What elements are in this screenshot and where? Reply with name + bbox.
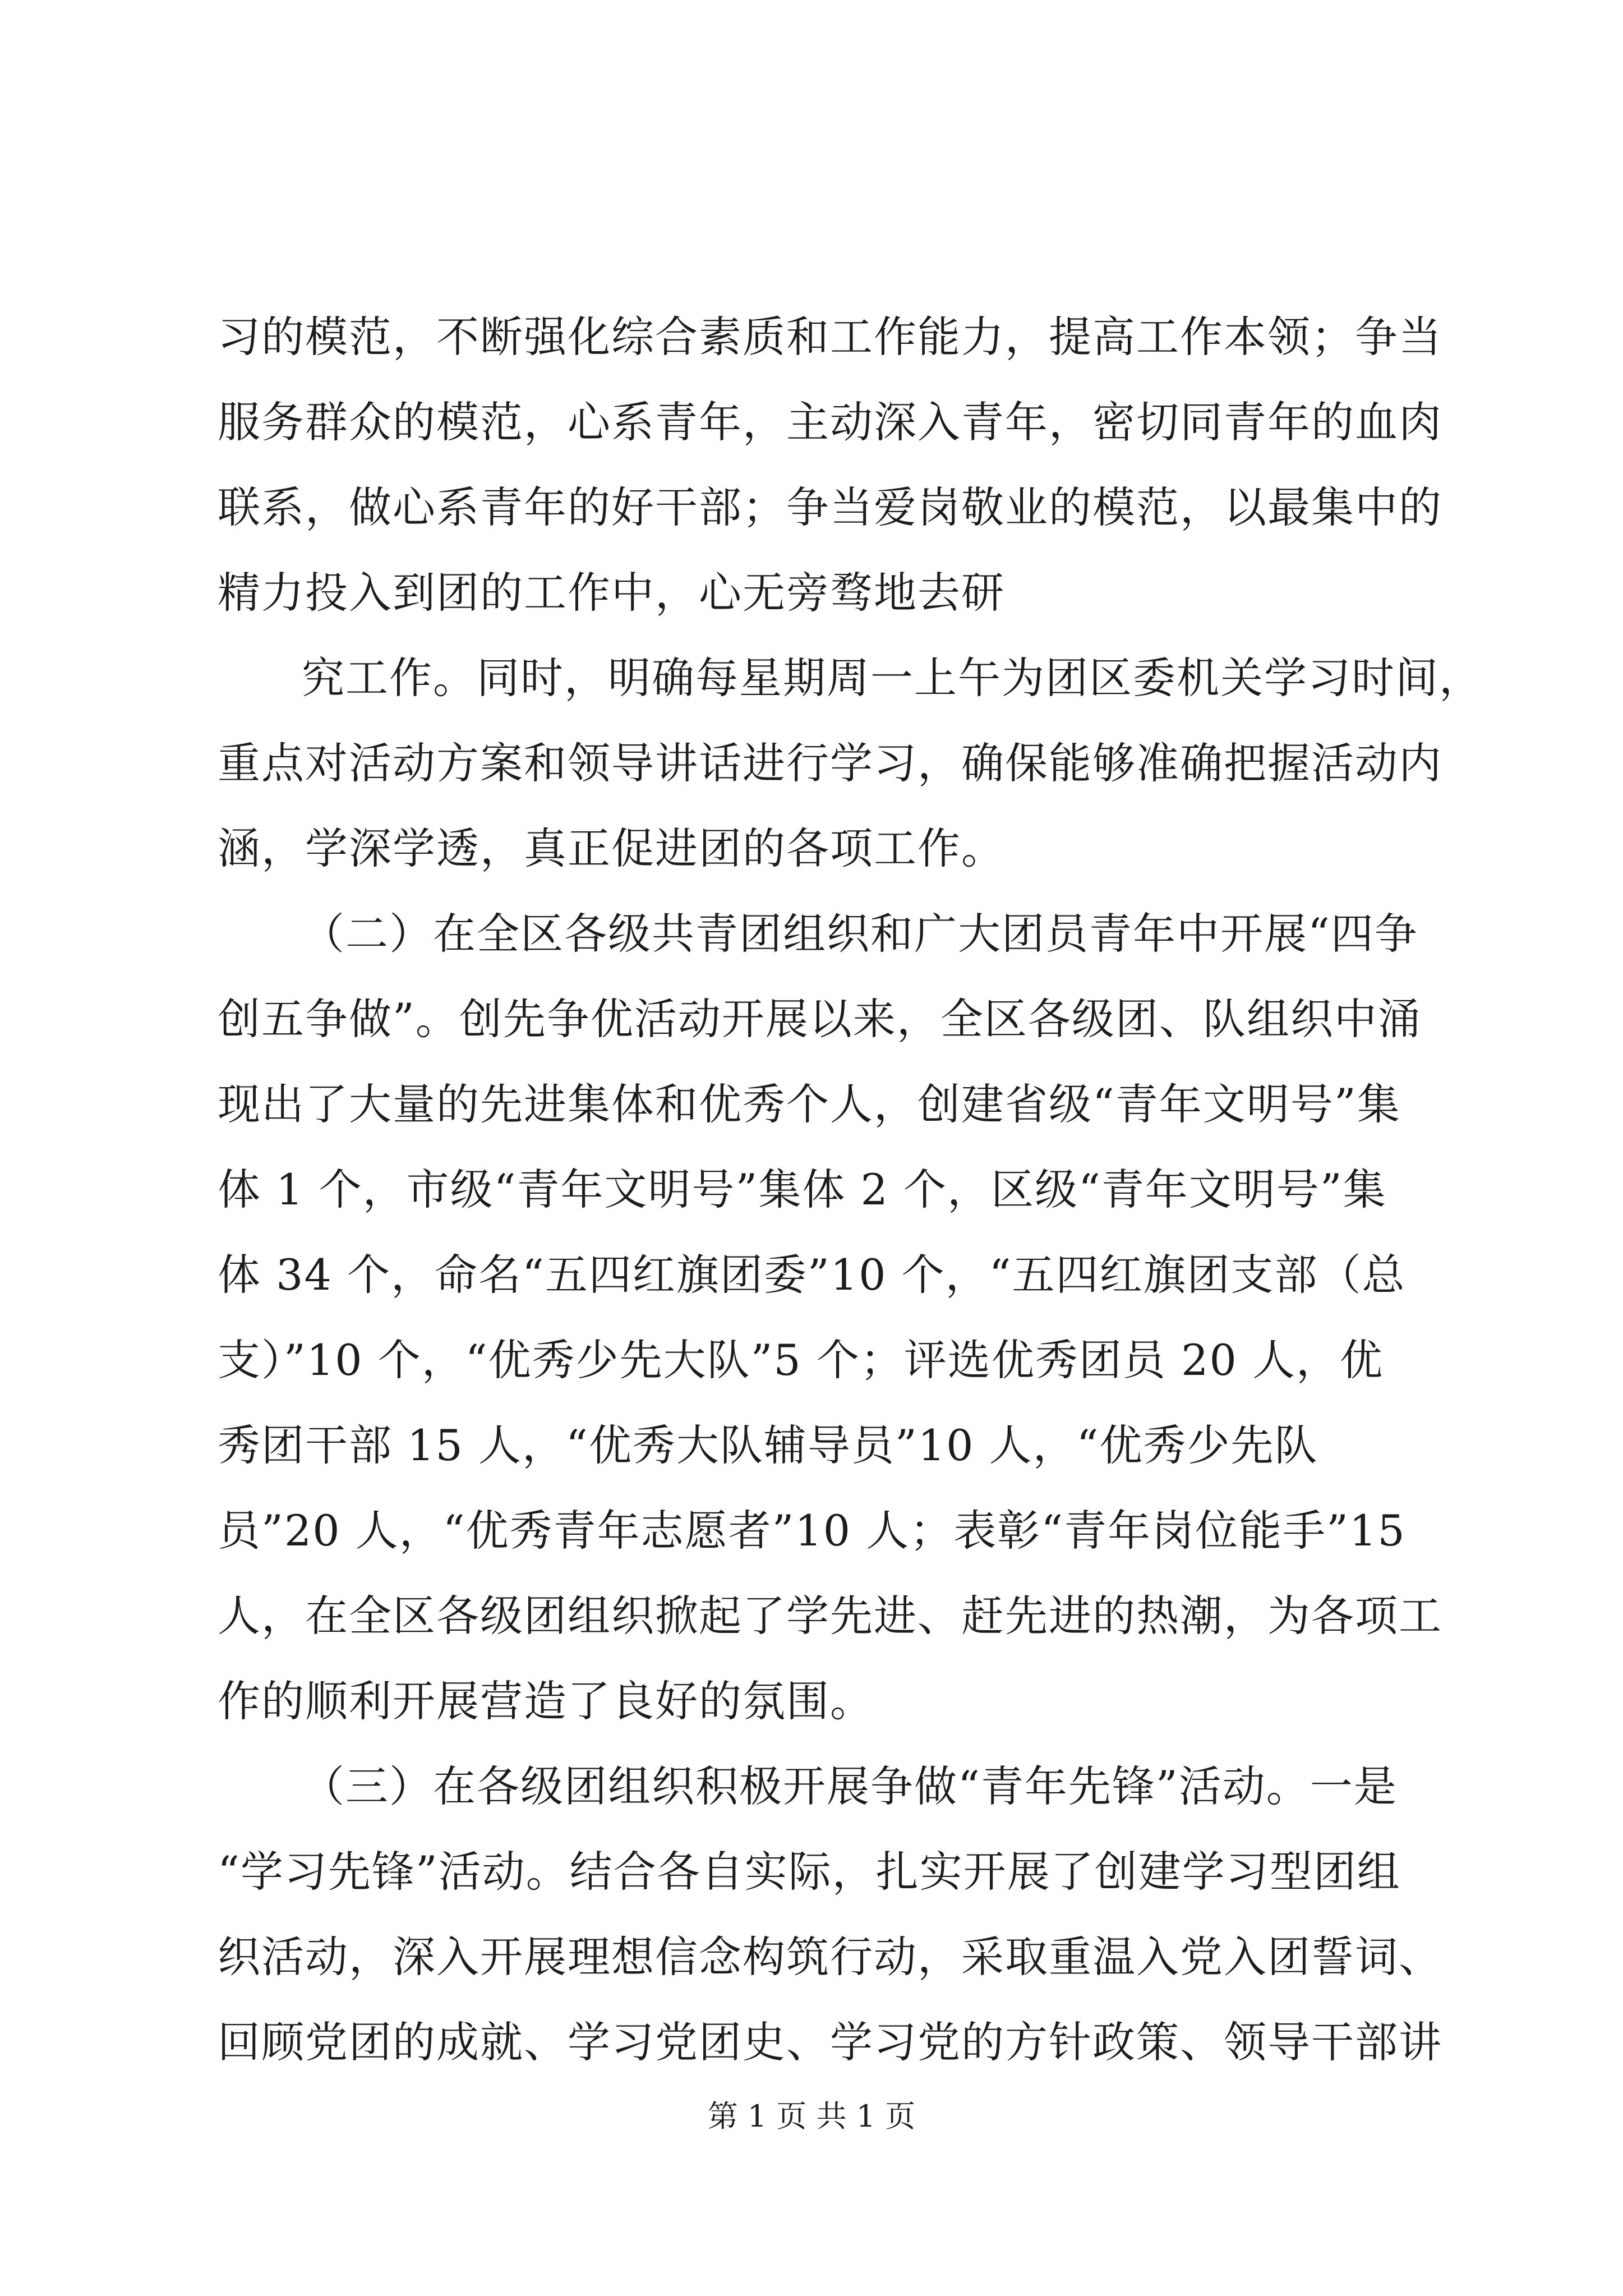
text-line: 联系，做心系青年的好干部；争当爱岗敬业的模范，以最集中的 bbox=[218, 482, 1442, 532]
text-line: 重点对活动方案和领导讲话进行学习，确保能够准确把握活动内 bbox=[218, 738, 1442, 788]
text-line: 体 1 个，市级“青年文明号”集体 2 个，区级“青年文明号”集 bbox=[218, 1165, 1387, 1214]
text-line: 织活动，深入开展理想信念构筑行动，采取重温入党入团誓词、 bbox=[218, 1932, 1442, 1982]
paragraph-2 bbox=[218, 636, 1483, 891]
text-line: “学习先锋”活动。结合各自实际，扎实开展了创建学习型团组 bbox=[218, 1847, 1401, 1897]
text-line: 现出了大量的先进集体和优秀个人，创建省级“青年文明号”集 bbox=[218, 1079, 1401, 1129]
text-line: 习的模范，不断强化综合素质和工作能力，提高工作本领；争当 bbox=[218, 312, 1442, 362]
text-line: 涵，学深学透，真正促进团的各项工作。 bbox=[218, 823, 1005, 873]
paragraph-4 bbox=[218, 1744, 1442, 2085]
text-line: 支）”10 个，“优秀少先大队”5 个；评选优秀团员 20 人，优 bbox=[218, 1335, 1384, 1385]
paragraph-1 bbox=[218, 295, 1442, 636]
text-line: 究工作。同时，明确每星期周一上午为团区委机关学习时间， bbox=[302, 653, 1483, 703]
text-line: （三）在各级团组织积极开展争做“青年先锋”活动。一是 bbox=[302, 1761, 1398, 1811]
text-line: 服务群众的模范，心系青年，主动深入青年，密切同青年的血肉 bbox=[218, 397, 1442, 447]
document-body bbox=[218, 295, 1483, 2085]
text-line: 创五争做”。创先争优活动开展以来，全区各级团、队组织中涌 bbox=[218, 994, 1422, 1044]
text-line: 回顾党团的成就、学习党团史、学习党的方针政策、领导干部讲 bbox=[218, 2017, 1442, 2067]
text-line: 作的顺利开展营造了良好的氛围。 bbox=[218, 1676, 874, 1726]
text-line: 体 34 个，命名“五四红旗团委”10 个，“五四红旗团支部（总 bbox=[218, 1250, 1406, 1300]
text-line: 精力投入到团的工作中，心无旁骛地去研 bbox=[218, 568, 1005, 618]
text-line: （二）在全区各级共青团组织和广大团员青年中开展“四争 bbox=[302, 909, 1418, 959]
text-line: 秀团干部 15 人，“优秀大队辅导员”10 人，“优秀少先队 bbox=[218, 1420, 1318, 1470]
text-line: 人，在全区各级团组织掀起了学先进、赶先进的热潮，为各项工 bbox=[218, 1591, 1442, 1641]
paragraph-3 bbox=[218, 891, 1442, 1744]
text-line: 员”20 人，“优秀青年志愿者”10 人；表彰“青年岗位能手”15 bbox=[218, 1506, 1406, 1556]
page-footer: 第 1 页 共 1 页 bbox=[707, 2099, 916, 2134]
